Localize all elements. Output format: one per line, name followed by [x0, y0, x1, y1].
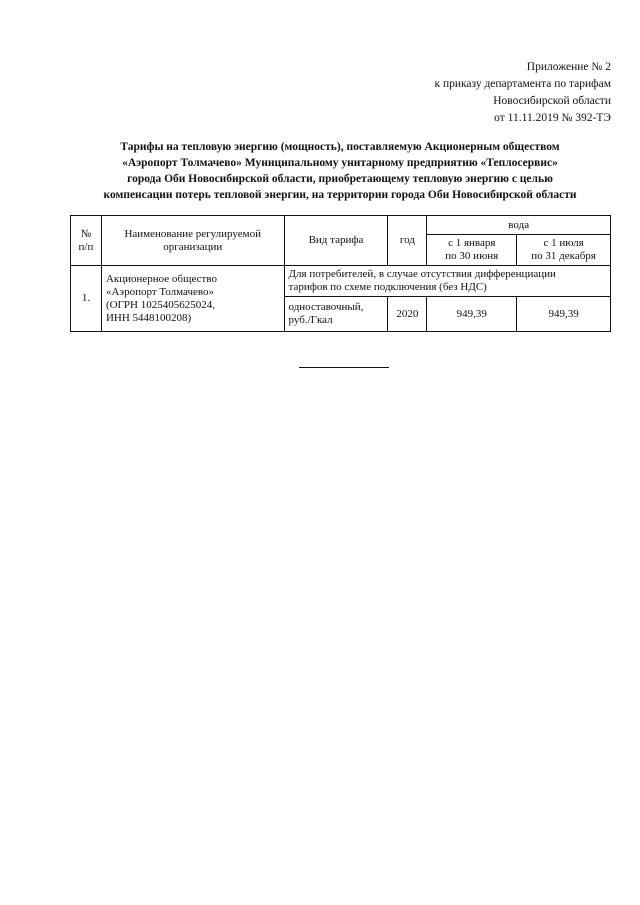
row-value-period-1: 949,39: [427, 297, 517, 332]
table-row: [71, 266, 611, 297]
header-tariff-type: Вид тарифа: [284, 216, 388, 266]
header-organization: Наименование регулируемой организации: [101, 216, 284, 266]
header-number: № п/п: [71, 216, 102, 266]
appendix-region: Новосибирской области: [493, 95, 611, 107]
appendix-number: Приложение № 2: [526, 61, 611, 73]
appendix-order-ref: к приказу департамента по тарифам: [434, 78, 611, 90]
header-water: вода: [427, 216, 611, 235]
header-year: год: [388, 216, 427, 266]
title-line-2: «Аэропорт Толмачево» Муниципальному унитарному предприятию «Теплосервис»: [122, 157, 558, 169]
header-period-1: с 1 января по 30 июня: [427, 235, 517, 266]
header-period-2: с 1 июля по 31 декабря: [517, 235, 611, 266]
end-divider: [299, 367, 389, 368]
row-organization: Акционерное общество «Аэропорт Толмачево» (ОГРН 1025405625024, ИНН 5448100208): [101, 266, 284, 332]
row-value-period-2: 949,39: [517, 297, 611, 332]
table-header-row: [71, 216, 611, 235]
appendix-header: [434, 59, 611, 127]
row-year: 2020: [388, 297, 427, 332]
tariffs-table: [70, 215, 611, 332]
row-consumers-note: Для потребителей, в случае отсутствия дифференциации тарифов по схеме подключения (без НДС): [284, 266, 610, 297]
row-number: 1.: [71, 266, 102, 332]
title-line-4: компенсации потерь тепловой энергии, на территории города Оби Новосибирской области: [103, 189, 577, 201]
document-title: [60, 139, 620, 203]
title-line-1: Тарифы на тепловую энергию (мощность), поставляемую Акционерным обществом: [120, 141, 560, 153]
title-line-3: города Оби Новосибирской области, приобретающему тепловую энергию с целью: [127, 173, 553, 185]
appendix-date: от 11.11.2019 № 392-ТЭ: [494, 112, 611, 124]
row-tariff-type: одноставочный, руб./Гкал: [284, 297, 388, 332]
